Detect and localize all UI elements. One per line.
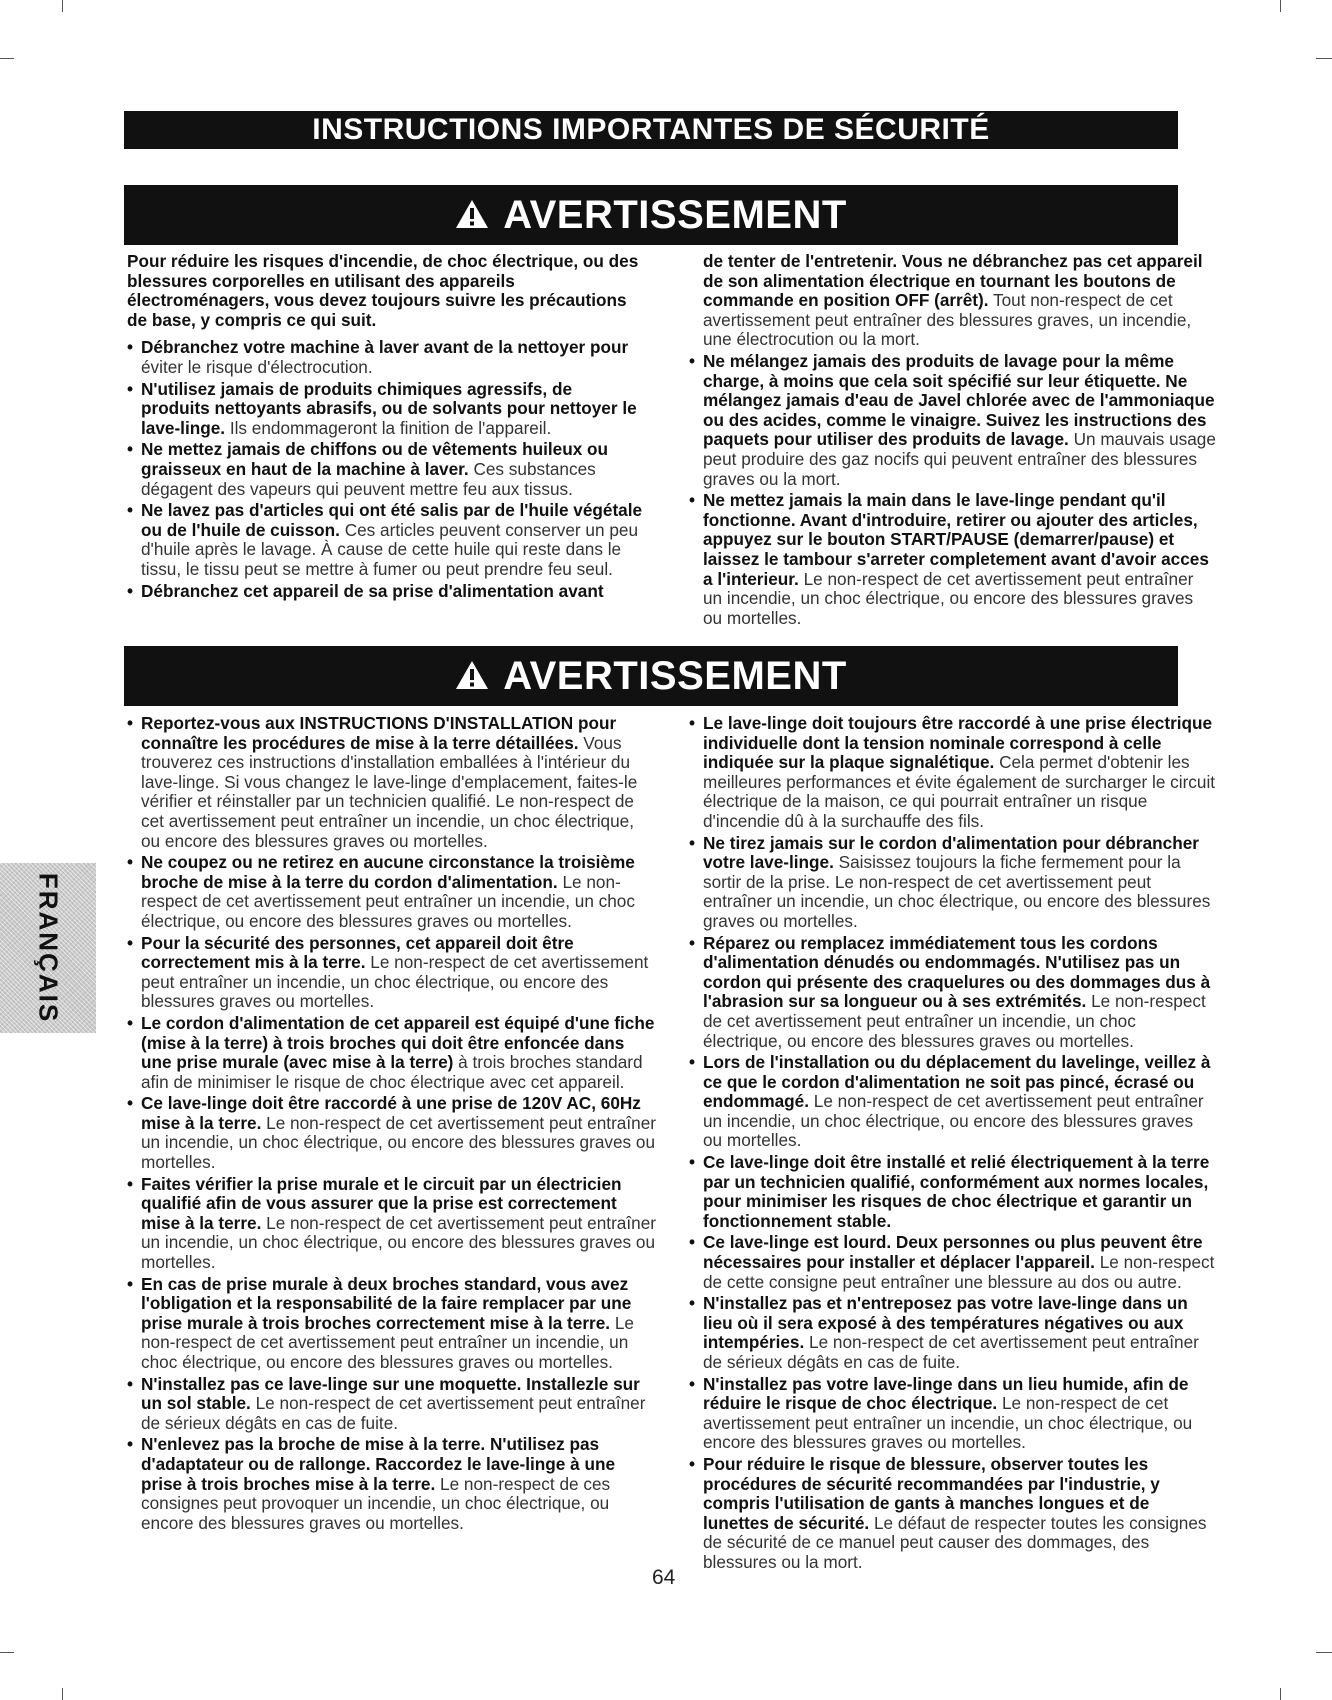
warning-list-item: • Ne mélangez jamais des produits de lavage pour la même charge, à moins que cela soit spécifié sur leur étiquette. Ne mélangez jamais d'eau de Javel chlorée avec de l'ammoniaque ou des acides, comme le vinaigre. Suivez les instructions des paquets pour utiliser des produits de lavage. Un mauvais usage peut produire des gaz nocifs qui peuvent entraîner des blessures graves ou la mort.	[689, 352, 1217, 489]
warning-list-item: • Ne mettez jamais la main dans le lave-linge pendant qu'il fonctionne. Avant d'introduire, retirer ou ajouter des articles, appuyez sur le bouton START/PAUSE (demarrer/pause) et laissez le tambour s'arreter completement avant d'avoir acces a l'interieur. Le non-respect de cet avertissement peut entraîner un incendie, un choc électrique, ou encore des blessures graves ou mortelles.	[689, 491, 1217, 628]
language-tab-label: FRANÇAIS	[33, 872, 64, 1024]
warning-triangle-icon	[455, 199, 489, 229]
warning-triangle-icon	[455, 660, 489, 690]
warning-list-item: • Le cordon d'alimentation de cet appareil est équipé d'une fiche (mise à la terre) à trois broches qui doit être enfoncée dans une prise murale (avec mise à la terre) à trois broches standard afin de minimiser le risque de choc électrique avec cet appareil.	[127, 1014, 657, 1092]
crop-mark	[0, 1652, 14, 1653]
crop-mark	[62, 1688, 63, 1700]
warning-list-item: • N'utilisez jamais de produits chimiques agressifs, de produits nettoyants abrasifs, ou de solvants pour nettoyer le lave-linge. Ils endommageront la finition de l'appareil.	[127, 380, 645, 439]
crop-mark	[1280, 1688, 1281, 1700]
warning1-right-column	[689, 252, 1217, 630]
warning-list-item: • Lors de l'installation ou du déplacement du lavelinge, veillez à ce que le cordon d'alimentation ne soit pas pincé, écrasé ou endommagé. Le non-respect de cet avertissement peut entraîner un incendie, un choc électrique, ou encore des blessures graves ou mortelles.	[689, 1053, 1217, 1151]
warning-banner-2	[124, 646, 1178, 706]
warning-list-item: • Ne tirez jamais sur le cordon d'alimentation pour débrancher votre lave-linge. Saisissez toujours la fiche fermement pour la sortir de la prise. Le non-respect de cet avertissement peut entraîner un incendie, un choc électrique, ou encore des blessures graves ou mortelles.	[689, 834, 1217, 932]
crop-mark	[1280, 0, 1281, 12]
warning-list-item: • N'installez pas ce lave-linge sur une moquette. Installezle sur un sol stable. Le non-respect de cet avertissement peut entraîner de sérieux dégâts en cas de fuite.	[127, 1375, 657, 1434]
warning-list-item: • Faites vérifier la prise murale et le circuit par un électricien qualifié afin de vous assurer que la prise est correctement mise à la terre. Le non-respect de cet avertissement peut entraîner un incendie, un choc électrique, ou encore des blessures graves ou mortelles.	[127, 1175, 657, 1273]
warning-title: AVERTISSEMENT	[503, 193, 847, 237]
crop-mark	[62, 0, 63, 12]
warning-list-item: • Ce lave-linge doit être installé et relié électriquement à la terre par un technicien qualifié, conformément aux normes locales, pour minimiser les risques de choc électrique et garantir un fonctionnement stable.	[689, 1153, 1217, 1231]
warning-list-item: • Ce lave-linge doit être raccordé à une prise de 120V AC, 60Hz mise à la terre. Le non-respect de cet avertissement peut entraîner un incendie, un choc électrique, ou encore des blessures graves ou mortelles.	[127, 1094, 657, 1172]
warning-list-item: • Ne lavez pas d'articles qui ont été salis par de l'huile végétale ou de l'huile de cuisson. Ces articles peuvent conserver un peu d'huile après le lavage. À cause de cette huile qui reste dans le tissu, le tissu peut se mettre à fumer ou peut prendre feu seul.	[127, 501, 645, 579]
warning-list-item: • Ne coupez ou ne retirez en aucune circonstance la troisième broche de mise à la terre du cordon d'alimentation. Le non-respect de cet avertissement peut entraîner un incendie, un choc électrique, ou encore des blessures graves ou mortelles.	[127, 853, 657, 931]
warning-list-item: • Débranchez cet appareil de sa prise d'alimentation avant	[127, 582, 645, 602]
warning-banner-1	[124, 185, 1178, 245]
warning1-left-column	[127, 252, 645, 603]
page-title: INSTRUCTIONS IMPORTANTES DE SÉCURITÉ	[124, 111, 1178, 149]
warning-title: AVERTISSEMENT	[503, 654, 847, 698]
warning-list-item: • Réparez ou remplacez immédiatement tous les cordons d'alimentation dénudés ou endommagés. N'utilisez pas un cordon qui présente des craquelures ou des dommages dus à l'abrasion sur sa longueur ou à ses extrémités. Le non-respect de cet avertissement peut entraîner un incendie, un choc électrique, ou encore des blessures graves ou mortelles.	[689, 934, 1217, 1052]
continued-item: de tenter de l'entretenir. Vous ne débranchez pas cet appareil de son alimentation électrique en tournant les boutons de commande en position OFF (arrêt). Tout non-respect de cet avertissement peut entraîner des blessures graves, un incendie, une électrocution ou la mort.	[703, 251, 1203, 350]
warning-list-item: • N'installez pas votre lave-linge dans un lieu humide, afin de réduire le risque de choc électrique. Le non-respect de cet avertissement peut entraîner un incendie, un choc électrique, ou encore des blessures graves ou mortelles.	[689, 1375, 1217, 1453]
warning-list-item: • Ne mettez jamais de chiffons ou de vêtements huileux ou graisseux en haut de la machine à laver. Ces substances dégagent des vapeurs qui peuvent mettre feu aux tissus.	[127, 440, 645, 499]
warning2-left-column	[127, 714, 657, 1535]
page-number: 64	[652, 1566, 676, 1589]
crop-mark	[1316, 1652, 1332, 1653]
warning-list-item: • N'installez pas et n'entreposez pas votre lave-linge dans un lieu où il sera exposé à des températures négatives ou aux intempéries. Le non-respect de cet avertissement peut entraîner de sérieux dégâts en cas de fuite.	[689, 1294, 1217, 1372]
crop-mark	[1316, 58, 1332, 59]
warning2-right-column	[689, 714, 1217, 1575]
warning-list-item: • N'enlevez pas la broche de mise à la terre. N'utilisez pas d'adaptateur ou de rallonge. Raccordez le lave-linge à une prise à trois broches mise à la terre. Le non-respect de ces consignes peut provoquer un incendie, un choc électrique, ou encore des blessures graves ou mortelles.	[127, 1435, 657, 1533]
language-tab	[0, 863, 96, 1033]
warning-list-item: • Pour réduire le risque de blessure, observer toutes les procédures de sécurité recommandées par l'industrie, y compris l'utilisation de gants à manches longues et de lunettes de sécurité. Le défaut de respecter toutes les consignes de sécurité de ce manuel peut causer des dommages, des blessures ou la mort.	[689, 1455, 1217, 1573]
intro-text: Pour réduire les risques d'incendie, de choc électrique, ou des blessures corporelles en utilisant des appareils électroménagers, vous devez toujours suivre les précautions de base, y compris ce qui suit.	[127, 251, 639, 330]
warning-list-item: • Débranchez votre machine à laver avant de la nettoyer pour éviter le risque d'électrocution.	[127, 338, 645, 377]
warning-list-item: • Reportez-vous aux INSTRUCTIONS D'INSTALLATION pour connaître les procédures de mise à la terre détaillées. Vous trouverez ces instructions d'installation emballées à l'intérieur du lave-linge. Si vous changez le lave-linge d'emplacement, faites-le vérifier et réinstaller par un technicien qualifié. Le non-respect de cet avertissement peut entraîner un incendie, un choc électrique, ou encore des blessures graves ou mortelles.	[127, 714, 657, 851]
warning-list-item: • En cas de prise murale à deux broches standard, vous avez l'obligation et la responsabilité de la faire remplacer par une prise murale à trois broches correctement mise à la terre. Le non-respect de cet avertissement peut entraîner un incendie, un choc électrique, ou encore des blessures graves ou mortelles.	[127, 1275, 657, 1373]
warning-list-item: • Le lave-linge doit toujours être raccordé à une prise électrique individuelle dont la tension nominale correspond à celle indiquée sur la plaque signalétique. Cela permet d'obtenir les meilleures performances et évite également de surcharger le circuit électrique de la maison, ce qui pourrait entraîner un risque d'incendie dû à la surchauffe des fils.	[689, 714, 1217, 832]
warning-list-item: • Ce lave-linge est lourd. Deux personnes ou plus peuvent être nécessaires pour installer et déplacer l'appareil. Le non-respect de cette consigne peut entraîner une blessure au dos ou autre.	[689, 1233, 1217, 1292]
warning-list-item: • Pour la sécurité des personnes, cet appareil doit être correctement mis à la terre. Le non-respect de cet avertissement peut entraîner un incendie, un choc électrique, ou encore des blessures graves ou mortelles.	[127, 934, 657, 1012]
crop-mark	[0, 58, 14, 59]
